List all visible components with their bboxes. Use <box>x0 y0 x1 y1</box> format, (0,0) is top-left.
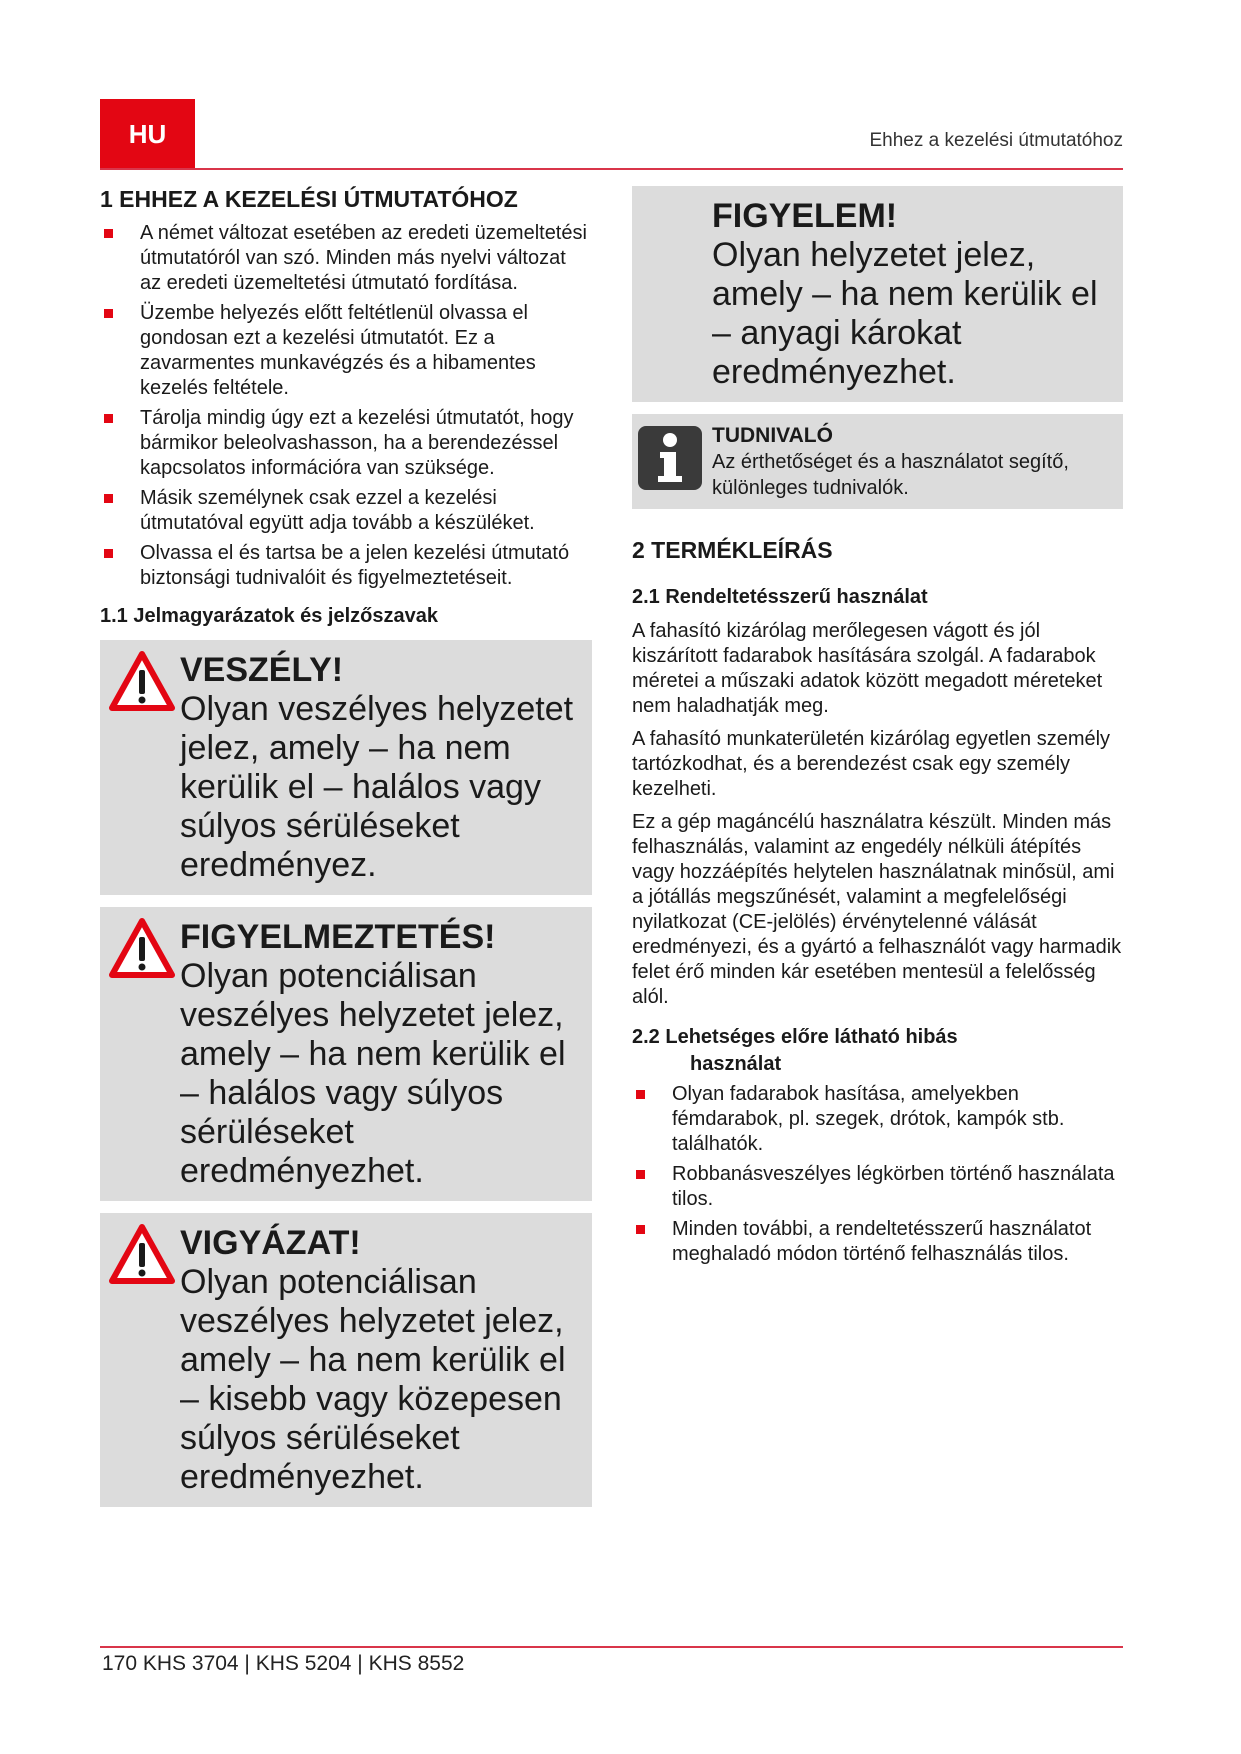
warning-title: FIGYELMEZTETÉS! <box>180 918 496 956</box>
section-2-2-title-line1: 2.2 Lehetséges előre látható hibás <box>632 1026 958 1048</box>
paragraph: A fahasító munkaterületén kizárólag egyetlen személy tartózkodhat, és a berendezést csak egy személy kezelheti. <box>632 728 1111 800</box>
header-title: Ehhez a kezelési útmutatóhoz <box>869 130 1123 151</box>
attention-box <box>632 186 1123 402</box>
list-item: Robbanásveszélyes légkörben történő használata tilos. <box>632 1162 1123 1212</box>
left-column <box>100 186 592 1507</box>
danger-text: Olyan veszélyes helyzetet jelez, amely – ha nem kerülik el – halálos vagy súlyos sérüléseket eredményez. <box>180 690 574 884</box>
section-1-bullets <box>100 221 592 591</box>
section-2-1-title: 2.1 Rendeltetésszerű használat <box>632 586 928 608</box>
bullet-square-icon <box>104 309 113 318</box>
warning-triangle-icon <box>108 650 176 712</box>
bullet-square-icon <box>104 549 113 558</box>
caution-text: Olyan potenciálisan veszélyes helyzetet jelez, amely – ha nem kerülik el – kisebb vagy közepesen súlyos sérüléseket eredményezhet. <box>180 1263 566 1496</box>
bullet-square-icon <box>104 414 113 423</box>
language-tab: HU <box>100 99 195 169</box>
list-item: Üzembe helyezés előtt feltétlenül olvassa el gondosan ezt a kezelési útmutatót. Ez a zavarmentes munkavégzés és a hibamentes kezelés feltétele. <box>100 301 592 401</box>
section-2-2-bullets <box>632 1082 1123 1267</box>
warning-triangle-icon <box>108 917 176 979</box>
section-2-title: 2 TERMÉKLEÍRÁS <box>632 537 833 563</box>
warning-triangle-icon <box>108 1223 176 1285</box>
note-box <box>632 414 1123 509</box>
bullet-square-icon <box>636 1170 645 1179</box>
caution-box <box>100 1213 592 1507</box>
list-item: Olvassa el és tartsa be a jelen kezelési útmutató biztonsági tudnivalóit és figyelmeztetéseit. <box>100 541 592 591</box>
header-divider <box>100 168 1123 170</box>
list-item: Olyan fadarabok hasítása, amelyekben fémdarabok, pl. szegek, drótok, kampók stb. találhatók. <box>632 1082 1123 1157</box>
section-1-title: 1 EHHEZ A KEZELÉSI ÚTMUTATÓHOZ <box>100 186 518 212</box>
info-icon <box>638 426 702 490</box>
bullet-square-icon <box>636 1225 645 1234</box>
note-text: Az érthetőséget és a használatot segítő, különleges tudnivalók. <box>712 451 1069 499</box>
danger-box <box>100 640 592 895</box>
paragraph: Ez a gép magáncélú használatra készült. Minden más felhasználás, valamint az engedély nélküli átépítés vagy hozzáépítés helytelen használatnak minősül, ami a jótállás megszűnését, valamint a megfelelőségi nyilatkozat (CE-jelölés) érvénytelenné válását eredményezi, és a gyártó a felhasználót vagy harmadik felet érő minden kár esetében mentesül a felelősség alól. <box>632 811 1122 1008</box>
right-column <box>632 186 1123 1272</box>
section-2-2-title <box>632 1024 1123 1078</box>
footer-divider <box>100 1646 1123 1648</box>
bullet-square-icon <box>636 1090 645 1099</box>
section-2-2-title-line2: használat <box>690 1053 782 1075</box>
warning-text: Olyan potenciálisan veszélyes helyzetet jelez, amely – ha nem kerülik el – halálos vagy súlyos sérüléseket eredményezhet. <box>180 957 566 1190</box>
section-1-1-title: 1.1 Jelmagyarázatok és jelzőszavak <box>100 605 438 627</box>
bullet-square-icon <box>104 494 113 503</box>
caution-title: VIGYÁZAT! <box>180 1224 361 1262</box>
attention-title: FIGYELEM! <box>712 197 898 235</box>
danger-title: VESZÉLY! <box>180 651 344 689</box>
note-title: TUDNIVALÓ <box>712 424 833 447</box>
attention-text: Olyan helyzetet jelez, amely – ha nem kerülik el – anyagi károkat eredményezhet. <box>712 236 1098 391</box>
bullet-square-icon <box>104 229 113 238</box>
list-item: A német változat esetében az eredeti üzemeltetési útmutatóról van szó. Minden más nyelvi változat az eredeti üzemeltetési útmutató fordítása. <box>100 221 592 296</box>
list-item: Másik személynek csak ezzel a kezelési útmutatóval együtt adja tovább a készüléket. <box>100 486 592 536</box>
warning-box <box>100 907 592 1201</box>
footer-page-info: 170 KHS 3704 | KHS 5204 | KHS 8552 <box>102 1652 465 1675</box>
list-item: Minden további, a rendeltetésszerű használatot meghaladó módon történő felhasználás tilos. <box>632 1217 1123 1267</box>
list-item: Tárolja mindig úgy ezt a kezelési útmutatót, hogy bármikor beleolvashasson, ha a berendezéssel kapcsolatos információra van szüksége. <box>100 406 592 481</box>
paragraph: A fahasító kizárólag merőlegesen vágott és jól kiszárított fadarabok hasítására szolgál. A fadarabok méretei a műszaki adatok között megadott méreteket nem haladhatják meg. <box>632 620 1103 717</box>
